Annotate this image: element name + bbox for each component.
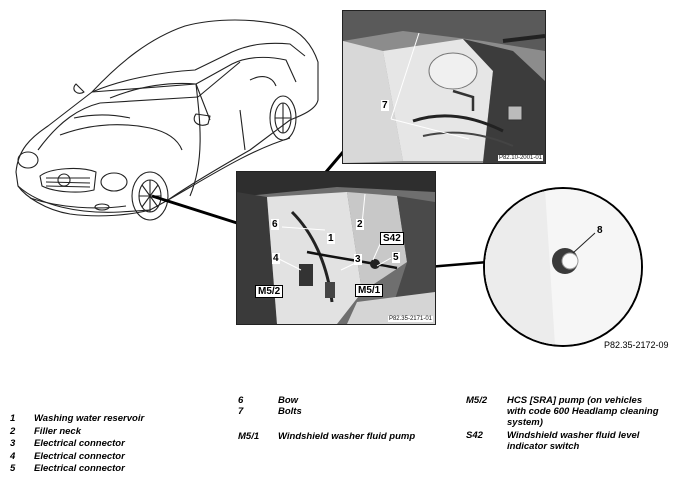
legend-item (10, 413, 210, 425)
figure-reference: P82.35-2172-09 (604, 340, 669, 350)
legend-item (10, 451, 210, 463)
legend-text: Electrical connector (34, 451, 125, 462)
callout-7-top: 7 (382, 100, 388, 111)
legend-item (10, 463, 210, 475)
legend-text: Bow (278, 395, 299, 406)
legend-item (10, 438, 210, 450)
legend-text: Windshield washer fluid pump (278, 431, 416, 442)
legend-num: 2 (10, 426, 16, 437)
callout-3: 3 (355, 254, 361, 265)
engine-bay-top-photo (342, 10, 546, 164)
legend-item (466, 395, 671, 431)
callout-6: 6 (272, 219, 278, 230)
callout-m5-2: M5/2 (255, 285, 283, 298)
mid-photo-code: P82.35-2171-01 (388, 316, 432, 322)
reservoir-photo (236, 171, 436, 325)
callout-2: 2 (357, 219, 363, 230)
top-photo-code: P82.10-2001-01 (498, 155, 542, 161)
legend-item (466, 430, 671, 454)
legend-text: indicator switch (507, 441, 580, 452)
legend-num: M5/2 (466, 395, 488, 406)
callout-5: 5 (393, 252, 399, 263)
legend-text: Windshield washer fluid level (507, 430, 640, 441)
legend-text: Washing water reservoir (34, 413, 145, 424)
legend-text: Electrical connector (34, 463, 125, 474)
legend-num: 1 (10, 413, 16, 424)
callout-s42: S42 (380, 232, 404, 245)
legend-text: system) (507, 417, 543, 428)
legend-num: 6 (238, 395, 244, 406)
legend-text: Electrical connector (34, 438, 125, 449)
legend-item (238, 431, 458, 443)
legend-text: with code 600 Headlamp cleaning (507, 406, 659, 417)
legend-num: 4 (10, 451, 16, 462)
legend-num: S42 (466, 430, 483, 441)
callout-m5-1: M5/1 (355, 284, 383, 297)
legend-num: 3 (10, 438, 16, 449)
legend-item (10, 426, 210, 438)
legend-num: 7 (238, 406, 244, 417)
legend-num: M5/1 (238, 431, 260, 442)
callout-1: 1 (328, 233, 334, 244)
legend-item (238, 406, 458, 418)
legend-num: 5 (10, 463, 16, 474)
switch-detail-circle (483, 187, 643, 347)
legend-text: Bolts (278, 406, 302, 417)
callout-4: 4 (273, 253, 279, 264)
legend-text: Filler neck (34, 426, 81, 437)
callout-8: 8 (597, 225, 603, 236)
legend-text: HCS [SRA] pump (on vehicles (507, 395, 643, 406)
